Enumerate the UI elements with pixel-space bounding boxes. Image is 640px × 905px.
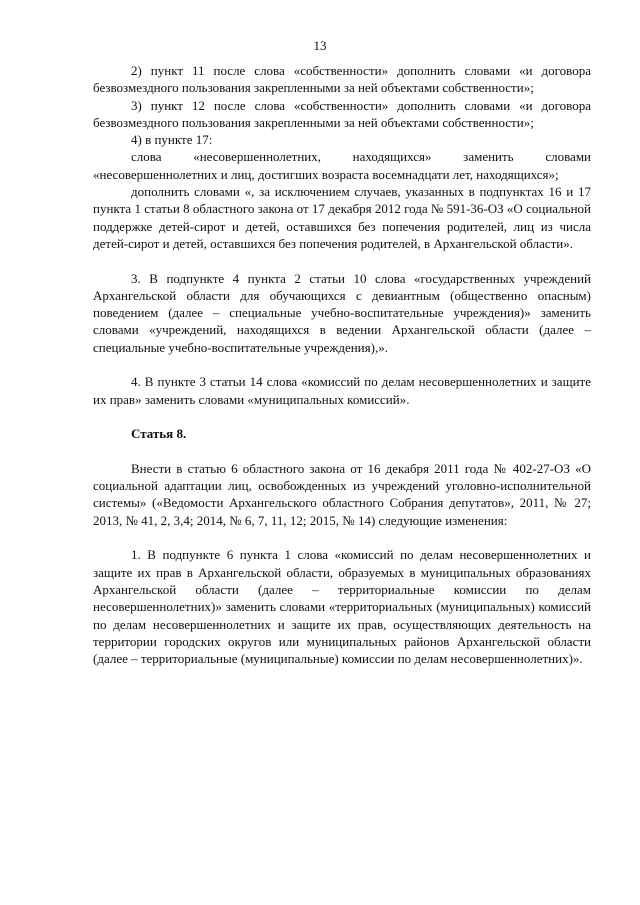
document-body [93, 62, 591, 667]
spacer [93, 529, 591, 546]
paragraph-point-4: 4. В пункте 3 статьи 14 слова «комиссий по делам несовершеннолетних и защите их прав» заменить словами «муниципальных комиссий». [93, 374, 591, 407]
paragraph-point-1: 1. В подпункте 6 пункта 1 слова «комиссий по делам несовершеннолетних и защите их прав в Архангельской области, образуемых в муниципальных образованиях Архангельской области (далее – территориальные комиссии по делам несовершеннолетних)» заменить словами «территориальных (муниципальных) комиссий по делам несовершеннолетних и защите их прав, осуществляющих деятельность на территории городских округов или муниципальных районов Архангельской области (далее – территориальные (муниципальные) комиссии по делам несовершеннолетних)». [93, 547, 591, 667]
article-heading: Статья 8. [131, 426, 187, 442]
paragraph-item-3: 3) пункт 12 после слова «собственности» дополнить словами «и договора безвозмездного пользования закрепленными за ней объектами собственности»; [93, 97, 591, 130]
paragraph-item-4: 4) в пункте 17: [131, 132, 213, 148]
paragraph-point-3: 3. В подпункте 4 пункта 2 статьи 10 слова «государственных учреждений Архангельской области для обучающихся с девиантным (общественно опасным) поведением (далее – специальные учебно-воспитательные учреждения)» заменить словами «учреждений, находящихся в ведении Архангельской области (далее – специальные учебно-воспитательные учреждения),». [93, 270, 591, 355]
spacer [93, 356, 591, 373]
page-number: 13 [313, 38, 327, 53]
paragraph-words-replace: слова «несовершеннолетних, находящихся» заменить словами «несовершеннолетних и лиц, достигших возраста восемнадцати лет, находящихся»; [93, 149, 591, 182]
paragraph-item-2: 2) пункт 11 после слова «собственности» дополнить словами «и договора безвозмездного пользования закрепленными за ней объектами собственности»; [93, 63, 591, 96]
paragraph-add-words: дополнить словами «, за исключением случаев, указанных в подпунктах 16 и 17 пункта 1 статьи 8 областного закона от 17 декабря 2012 года № 591-36-ОЗ «О социальной поддержке детей-сирот и детей, оставшихся без попечения родителей, лиц из числа детей-сирот и детей, оставшихся без попечения родителей, в Архангельской области». [93, 184, 591, 251]
spacer [93, 252, 591, 269]
spacer [93, 443, 591, 460]
paragraph-article-intro: Внести в статью 6 областного закона от 16 декабря 2011 года № 402-27-ОЗ «О социальной адаптации лиц, освобожденных из учреждений уголовно-исполнительной системы» («Ведомости Архангельского областного Собрания депутатов», 2011, № 27; 2013, № 41, 2, 3,4; 2014, № 6, 7, 11, 12; 2015, № 14) следующие изменения: [93, 460, 591, 528]
spacer [93, 408, 591, 425]
